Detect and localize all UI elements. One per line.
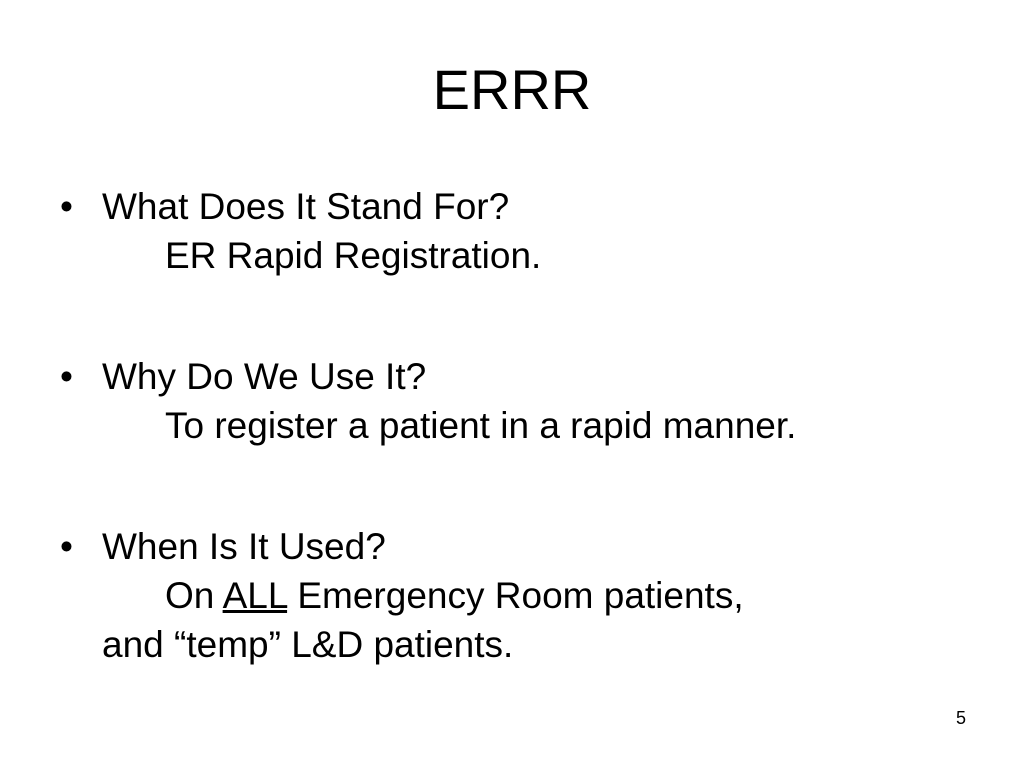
bullet-dot-icon: • [60,186,73,227]
answer-continuation: and “temp” L&D patients. [102,624,514,665]
bullet-item-stand-for [0,182,1024,280]
answer-prefix: On [165,575,215,616]
bullet-dot-icon: • [60,526,73,567]
bullet-dot-icon: • [60,356,73,397]
bullet-answer: To register a patient in a rapid manner. [165,405,797,446]
bullet-list [0,182,1024,741]
slide-number: 5 [955,708,966,728]
bullet-question: What Does It Stand For? [102,186,510,227]
bullet-question: Why Do We Use It? [102,356,427,397]
bullet-item-why-use [0,352,1024,450]
bullet-answer [102,571,1024,620]
answer-emphasis: ALL [222,575,288,616]
bullet-item-when-used [0,522,1024,669]
answer-rest: Emergency Room patients, [297,575,744,616]
slide-title: ERRR [432,58,592,121]
bullet-answer: ER Rapid Registration. [165,235,542,276]
bullet-question: When Is It Used? [102,526,386,567]
